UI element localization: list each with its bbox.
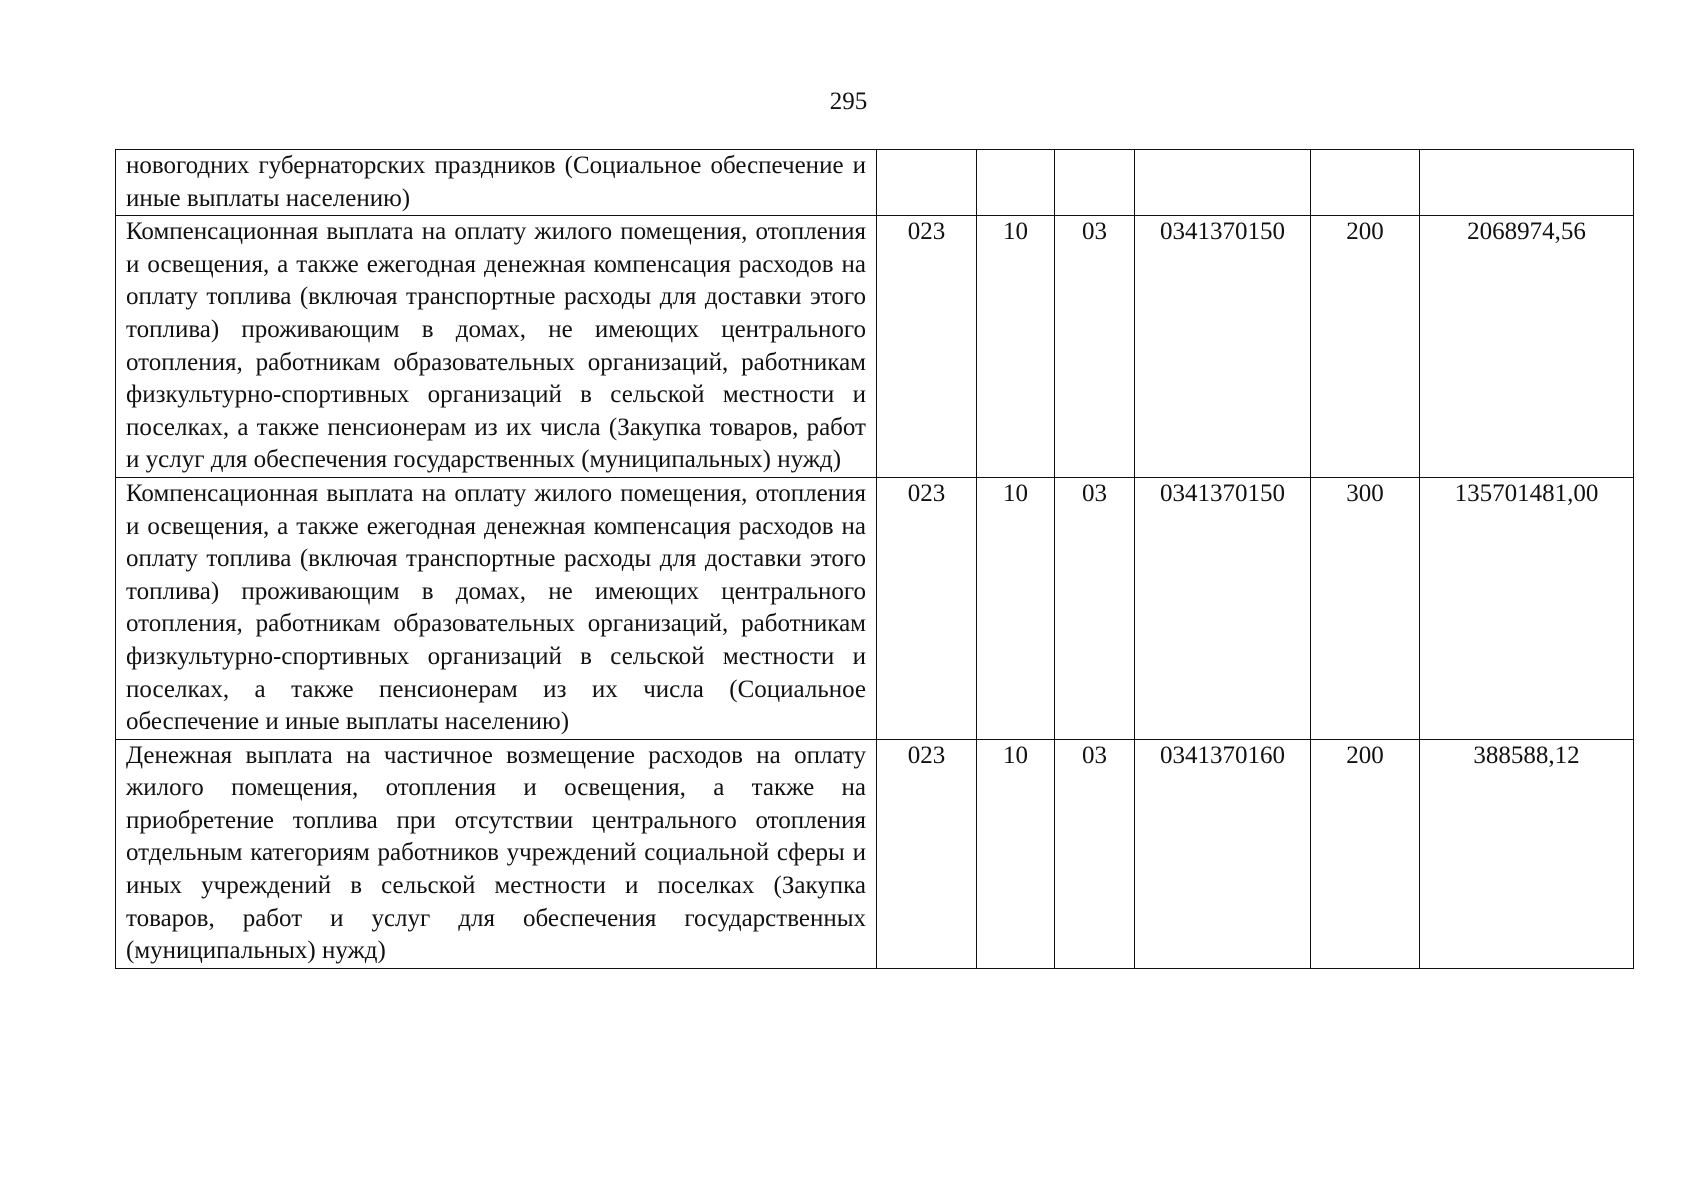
page-number: 295 <box>829 88 868 115</box>
row-description: Компенсационная выплата на оплату жилого помещения, отопления и освещения, а также ежегодная денежная компенсация расходов на оплату топлива (включая транспортные расходы для доставки этого топлива) проживающим в домах, не имеющих центрального отопления, работникам образовательных организаций, работникам физкультурно-спортивных организаций в сельской местности и поселках, а также пенсионерам из их числа (Закупка товаров, работ и услуг для обеспечения государственных (муниципальных) нужд) <box>116 216 877 478</box>
row-description: Денежная выплата на частичное возмещение расходов на оплату жилого помещения, отопления и освещения, а также на приобретение топлива при отсутствии центрального отопления отдельным категориям работников учреждений социальной сферы и иных учреждений в сельской местности и поселках (Закупка товаров, работ и услуг для обеспечения государственных (муниципальных) нужд) <box>116 739 877 968</box>
subsection-code: 03 <box>1055 216 1135 478</box>
grbs-code: 023 <box>877 216 977 478</box>
row-description: новогодних губернаторских праздников (Социальное обеспечение и иные выплаты населению) <box>116 150 877 216</box>
grbs-code: 023 <box>877 477 977 739</box>
section-code: 10 <box>977 216 1055 478</box>
target-article-code <box>1135 150 1311 216</box>
budget-table <box>115 149 1634 969</box>
subsection-code <box>1055 150 1135 216</box>
section-code: 10 <box>977 477 1055 739</box>
table-row <box>116 477 1634 739</box>
amount: 2068974,56 <box>1420 216 1634 478</box>
grbs-code: 023 <box>877 739 977 968</box>
table-row <box>116 739 1634 968</box>
expense-type-code <box>1311 150 1420 216</box>
target-article-code: 0341370150 <box>1135 477 1311 739</box>
row-description: Компенсационная выплата на оплату жилого помещения, отопления и освещения, а также ежегодная денежная компенсация расходов на оплату топлива (включая транспортные расходы для доставки этого топлива) проживающим в домах, не имеющих центрального отопления, работникам образовательных организаций, работникам физкультурно-спортивных организаций в сельской местности и поселках, а также пенсионерам из их числа (Социальное обеспечение и иные выплаты населению) <box>116 477 877 739</box>
expense-type-code: 300 <box>1311 477 1420 739</box>
target-article-code: 0341370160 <box>1135 739 1311 968</box>
amount: 135701481,00 <box>1420 477 1634 739</box>
subsection-code: 03 <box>1055 477 1135 739</box>
section-code <box>977 150 1055 216</box>
table-row <box>116 150 1634 216</box>
section-code: 10 <box>977 739 1055 968</box>
subsection-code: 03 <box>1055 739 1135 968</box>
target-article-code: 0341370150 <box>1135 216 1311 478</box>
table-row <box>116 216 1634 478</box>
expense-type-code: 200 <box>1311 739 1420 968</box>
amount: 388588,12 <box>1420 739 1634 968</box>
amount <box>1420 150 1634 216</box>
grbs-code <box>877 150 977 216</box>
expense-type-code: 200 <box>1311 216 1420 478</box>
